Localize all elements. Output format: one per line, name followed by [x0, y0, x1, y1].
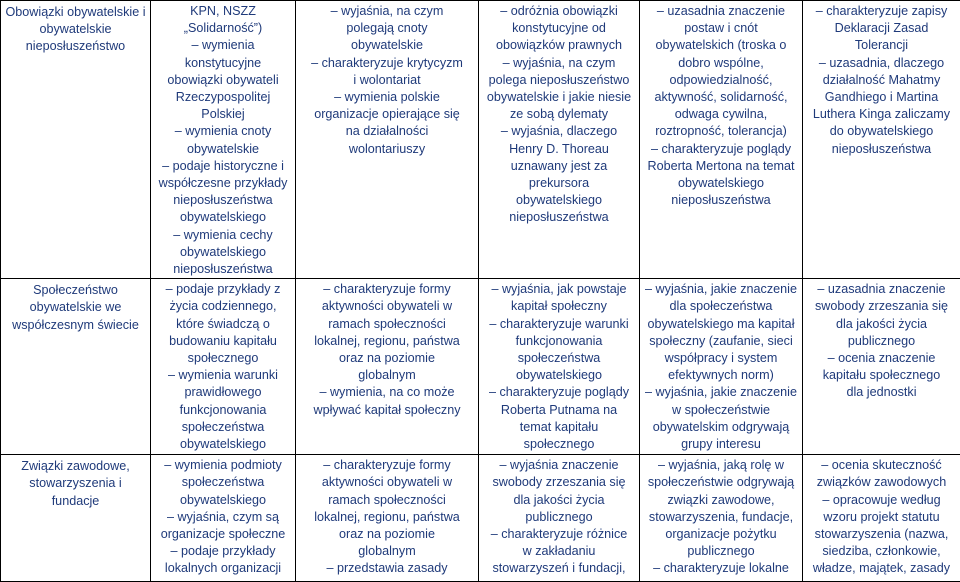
- requirements-cell: [479, 1, 640, 279]
- topic-cell: [1, 1, 151, 279]
- table-row: [1, 455, 960, 582]
- requirement-line: – charakteryzuje warunki: [483, 316, 635, 333]
- requirement-line: – ocenia znaczenie: [807, 350, 956, 367]
- requirement-line: odwaga cywilna,: [644, 106, 798, 123]
- requirement-line: ze sobą dylematy: [483, 106, 635, 123]
- requirements-cell: [296, 279, 479, 455]
- requirement-line: swobody zrzeszania się: [807, 298, 956, 315]
- requirement-line: obywatelskie: [155, 141, 291, 158]
- requirement-line: – charakteryzuje różnice: [483, 526, 635, 543]
- requirements-cell: [296, 455, 479, 582]
- requirements-cell: [151, 1, 296, 279]
- requirements-cell: [296, 1, 479, 279]
- requirement-line: prekursora: [483, 175, 635, 192]
- requirement-line: – charakteryzuje krytycyzm: [300, 55, 474, 72]
- requirement-line: nieposłuszeństwa: [483, 209, 635, 226]
- requirement-line: władze, majątek, zasady: [807, 560, 956, 577]
- requirement-line: organizacje społeczne: [155, 526, 291, 543]
- requirement-line: wolontariuszy: [300, 141, 474, 158]
- requirement-line: – wymienia cnoty: [155, 123, 291, 140]
- requirement-line: – wyjaśnia, jak powstaje: [483, 281, 635, 298]
- requirement-line: – uzasadnia znaczenie: [807, 281, 956, 298]
- requirement-line: społeczeństwa: [155, 419, 291, 436]
- requirement-line: Gandhiego i Martina: [807, 89, 956, 106]
- requirement-line: budowaniu kapitału: [155, 333, 291, 350]
- requirement-line: obywatelskiego: [155, 209, 291, 226]
- requirement-line: społeczeństwie odgrywają: [644, 474, 798, 491]
- requirement-line: społeczeństwa: [155, 474, 291, 491]
- requirement-line: temat kapitału: [483, 419, 635, 436]
- requirement-line: uznawany jest za: [483, 158, 635, 175]
- requirements-cell: [151, 279, 296, 455]
- requirement-line: – charakteryzuje formy: [300, 281, 474, 298]
- requirement-line: – odróżnia obowiązki: [483, 3, 635, 20]
- requirement-line: aktywności obywateli w: [300, 474, 474, 491]
- requirement-line: konstytucyjne: [155, 55, 291, 72]
- requirement-line: dla społeczeństwa: [644, 298, 798, 315]
- requirement-line: – wymienia: [155, 37, 291, 54]
- requirement-line: – wyjaśnia, na czym: [300, 3, 474, 20]
- requirement-line: Tolerancji: [807, 37, 956, 54]
- requirement-line: obowiązki obywateli: [155, 72, 291, 89]
- requirement-line: siedziba, członkowie,: [807, 543, 956, 560]
- requirement-line: – podaje historyczne i: [155, 158, 291, 175]
- requirement-line: organizacje pożytku: [644, 526, 798, 543]
- requirement-line: prawidłowego: [155, 384, 291, 401]
- table-row: [1, 279, 960, 455]
- requirement-line: i wolontariat: [300, 72, 474, 89]
- requirement-line: stowarzyszeń i fundacji,: [483, 560, 635, 577]
- requirement-line: stowarzyszenia, fundacje,: [644, 509, 798, 526]
- requirement-line: polegają cnoty: [300, 20, 474, 37]
- requirement-line: wpływać kapitał społeczny: [300, 402, 474, 419]
- requirement-line: ramach społeczności: [300, 492, 474, 509]
- requirement-line: konstytucyjne od: [483, 20, 635, 37]
- requirement-line: Roberta Putnama na: [483, 402, 635, 419]
- requirement-line: – wymienia, na co może: [300, 384, 474, 401]
- requirement-line: nieposłuszeństwa: [155, 192, 291, 209]
- requirement-line: współpracy i system: [644, 350, 798, 367]
- requirement-line: – przedstawia zasady: [300, 560, 474, 577]
- requirement-line: obywatelskie: [300, 37, 474, 54]
- topic-title: Społeczeństwo obywatelskie we współczesnym świecie: [12, 283, 139, 331]
- requirements-cell: [151, 455, 296, 582]
- requirement-line: Rzeczypospolitej: [155, 89, 291, 106]
- requirement-line: – wyjaśnia, czym są: [155, 509, 291, 526]
- requirement-line: publicznego: [644, 543, 798, 560]
- requirement-line: związków zawodowych: [807, 474, 956, 491]
- requirement-line: KPN, NSZZ: [155, 3, 291, 20]
- requirement-line: roztropność, tolerancja): [644, 123, 798, 140]
- requirement-line: – wymienia podmioty: [155, 457, 291, 474]
- requirements-cell: [803, 279, 960, 455]
- requirement-line: grupy interesu: [644, 436, 798, 453]
- requirement-line: – wymienia cechy: [155, 227, 291, 244]
- requirement-line: publicznego: [483, 509, 635, 526]
- requirement-line: globalnym: [300, 367, 474, 384]
- requirement-line: oraz na poziomie: [300, 350, 474, 367]
- requirements-cell: [803, 1, 960, 279]
- topic-cell: [1, 455, 151, 582]
- requirement-line: w zakładaniu: [483, 543, 635, 560]
- requirement-line: – charakteryzuje lokalne: [644, 560, 798, 577]
- requirements-cell: [479, 279, 640, 455]
- requirement-line: na działalności: [300, 123, 474, 140]
- requirement-line: nieposłuszeństwa: [807, 141, 956, 158]
- requirement-line: – charakteryzuje formy: [300, 457, 474, 474]
- requirements-cell: [479, 455, 640, 582]
- requirement-line: – podaje przykłady z: [155, 281, 291, 298]
- requirement-line: obowiązków prawnych: [483, 37, 635, 54]
- requirement-line: obywatelskie i jakie niesie: [483, 89, 635, 106]
- requirement-line: kapitału społecznego: [807, 367, 956, 384]
- requirement-line: stowarzyszenia (nazwa,: [807, 526, 956, 543]
- requirement-line: dobro wspólne,: [644, 55, 798, 72]
- requirement-line: – uzasadnia, dlaczego: [807, 55, 956, 72]
- requirements-cell: [640, 1, 803, 279]
- requirement-line: ramach społeczności: [300, 316, 474, 333]
- requirement-line: – wyjaśnia znaczenie: [483, 457, 635, 474]
- requirement-line: funkcjonowania: [155, 402, 291, 419]
- requirement-line: – podaje przykłady: [155, 543, 291, 560]
- requirement-line: – wyjaśnia, jakie znaczenie: [644, 281, 798, 298]
- requirement-line: do obywatelskiego: [807, 123, 956, 140]
- requirement-line: – charakteryzuje zapisy: [807, 3, 956, 20]
- requirement-line: – wyjaśnia, jakie znaczenie: [644, 384, 798, 401]
- requirement-line: obywatelskiego: [483, 192, 635, 209]
- requirements-cell: [640, 279, 803, 455]
- requirement-line: życia codziennego,: [155, 298, 291, 315]
- requirement-line: – wyjaśnia, dlaczego: [483, 123, 635, 140]
- requirement-line: lokalnej, regionu, państwa: [300, 333, 474, 350]
- requirement-line: – uzasadnia znaczenie: [644, 3, 798, 20]
- requirement-line: – wyjaśnia, jaką rolę w: [644, 457, 798, 474]
- requirement-line: obywatelskiego ma kapitał: [644, 316, 798, 333]
- requirement-line: Polskiej: [155, 106, 291, 123]
- requirement-line: wzoru projekt statutu: [807, 509, 956, 526]
- requirement-line: dla jednostki: [807, 384, 956, 401]
- requirement-line: społecznego: [155, 350, 291, 367]
- requirement-line: związki zawodowe,: [644, 492, 798, 509]
- requirement-line: organizacje opierające się: [300, 106, 474, 123]
- requirement-line: funkcjonowania: [483, 333, 635, 350]
- requirement-line: – wymienia polskie: [300, 89, 474, 106]
- requirement-line: – charakteryzuje poglądy: [644, 141, 798, 158]
- requirement-line: publicznego: [807, 333, 956, 350]
- requirement-line: swobody zrzeszania się: [483, 474, 635, 491]
- topic-title: Obowiązki obywatelskie i obywatelskie nieposłuszeństwo: [6, 5, 146, 53]
- requirement-line: „Solidarność”): [155, 20, 291, 37]
- requirement-line: obywatelskiego: [483, 367, 635, 384]
- table-row: [1, 1, 960, 279]
- requirement-line: obywatelskiego: [155, 436, 291, 453]
- requirement-line: współczesne przykłady: [155, 175, 291, 192]
- requirement-line: obywatelskiego: [155, 492, 291, 509]
- requirement-line: lokalnej, regionu, państwa: [300, 509, 474, 526]
- requirement-line: aktywność, solidarność,: [644, 89, 798, 106]
- requirement-line: które świadczą o: [155, 316, 291, 333]
- requirement-line: nieposłuszeństwa: [644, 192, 798, 209]
- requirement-line: – opracowuje według: [807, 492, 956, 509]
- requirement-line: obywatelskich (troska o: [644, 37, 798, 54]
- requirement-line: – ocenia skuteczność: [807, 457, 956, 474]
- requirement-line: w społeczeństwie: [644, 402, 798, 419]
- requirement-line: – wymienia warunki: [155, 367, 291, 384]
- requirement-line: – charakteryzuje poglądy: [483, 384, 635, 401]
- requirement-line: obywatelskim odgrywają: [644, 419, 798, 436]
- requirement-line: dla jakości życia: [483, 492, 635, 509]
- requirement-line: nieposłuszeństwa: [155, 261, 291, 278]
- requirement-line: efektywnych norm): [644, 367, 798, 384]
- requirement-line: społeczeństwa: [483, 350, 635, 367]
- requirement-line: społeczny (zaufanie, sieci: [644, 333, 798, 350]
- requirement-line: kapitał społeczny: [483, 298, 635, 315]
- requirement-line: Roberta Mertona na temat: [644, 158, 798, 175]
- requirement-line: odpowiedzialność,: [644, 72, 798, 89]
- requirement-line: globalnym: [300, 543, 474, 560]
- requirement-line: obywatelskiego: [644, 175, 798, 192]
- requirements-cell: [640, 455, 803, 582]
- requirement-line: oraz na poziomie: [300, 526, 474, 543]
- requirement-line: Deklaracji Zasad: [807, 20, 956, 37]
- requirement-line: działalność Mahatmy: [807, 72, 956, 89]
- topic-cell: [1, 279, 151, 455]
- requirement-line: aktywności obywateli w: [300, 298, 474, 315]
- topic-title: Związki zawodowe, stowarzyszenia i fundacje: [21, 459, 130, 507]
- requirement-line: postaw i cnót: [644, 20, 798, 37]
- requirement-line: Luthera Kinga zaliczamy: [807, 106, 956, 123]
- requirement-line: – wyjaśnia, na czym: [483, 55, 635, 72]
- requirement-line: społecznego: [483, 436, 635, 453]
- requirement-line: polega nieposłuszeństwo: [483, 72, 635, 89]
- requirement-line: dla jakości życia: [807, 316, 956, 333]
- requirement-line: Henry D. Thoreau: [483, 141, 635, 158]
- requirement-line: obywatelskiego: [155, 244, 291, 261]
- requirements-cell: [803, 455, 960, 582]
- requirement-line: lokalnych organizacji: [155, 560, 291, 577]
